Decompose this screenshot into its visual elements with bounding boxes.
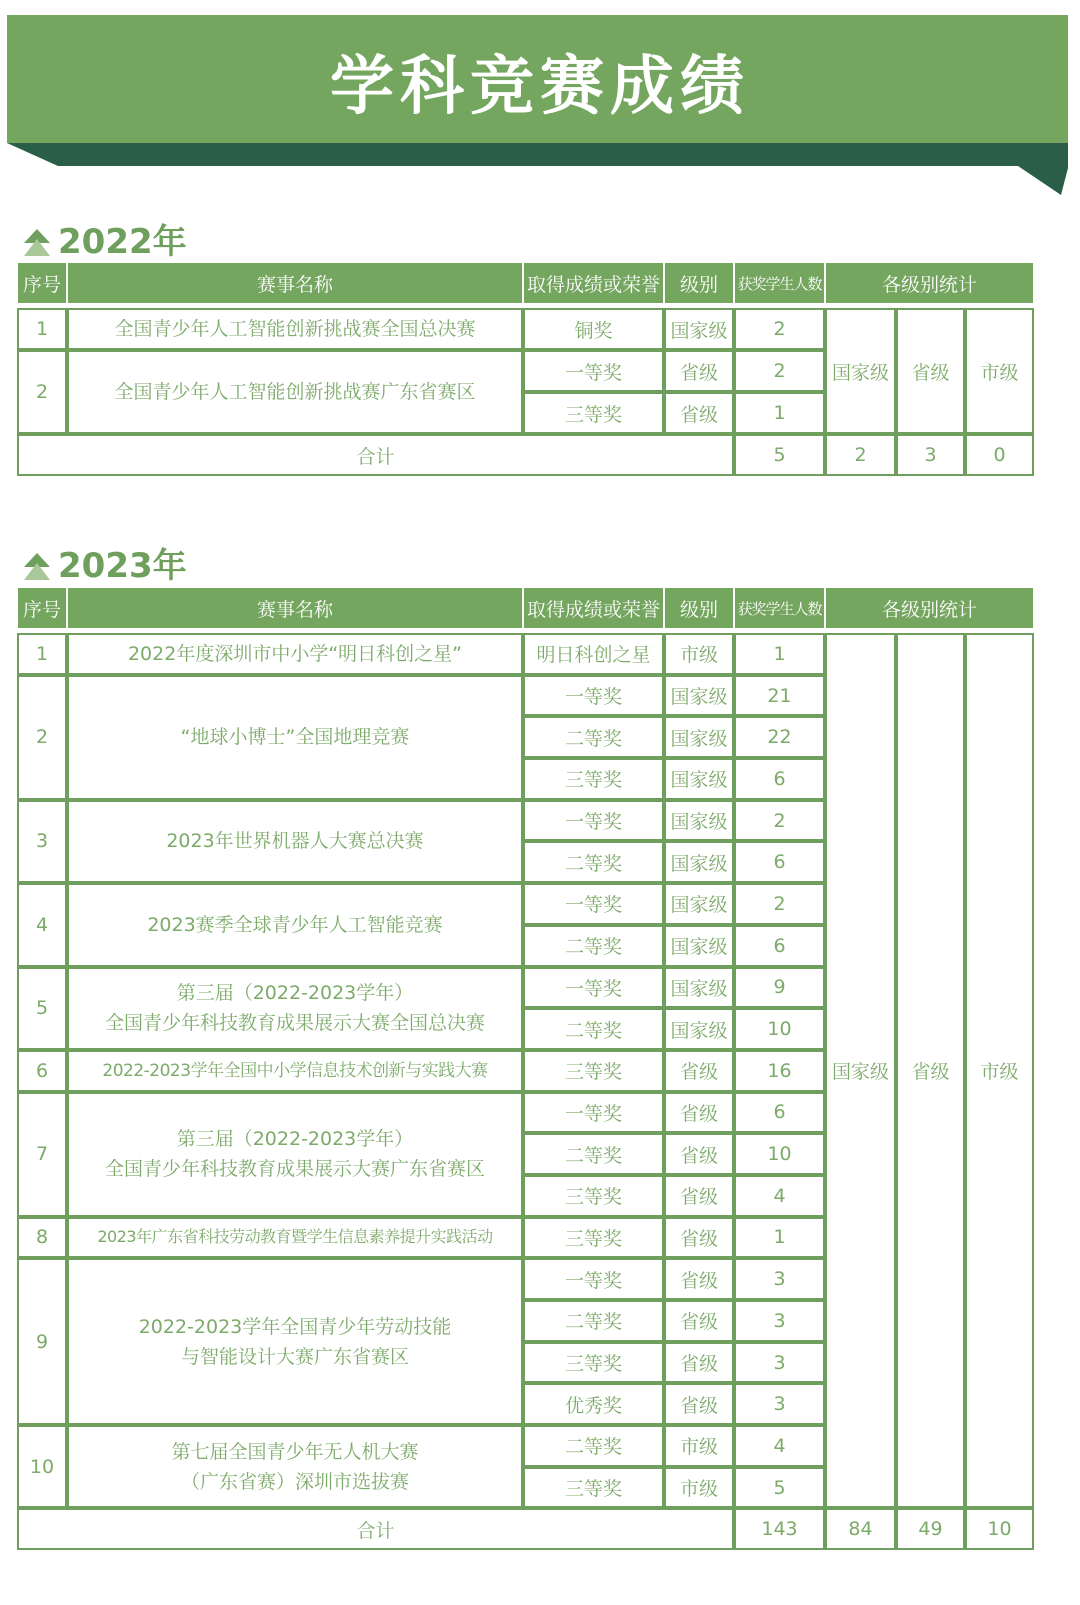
header-count: 获奖学生人数: [734, 262, 825, 304]
cell-count: 21: [734, 675, 825, 717]
cell-index: 1: [17, 633, 67, 675]
cell-award: 二等奖: [523, 716, 664, 758]
event-name-line: 第三届（2022-2023学年）: [176, 982, 414, 1005]
cell-count: 9: [734, 967, 825, 1009]
cell-index: 8: [17, 1217, 67, 1259]
cell-level: 市级: [664, 1467, 734, 1509]
cell-count: 1: [734, 392, 825, 434]
cell-index: 3: [17, 800, 67, 883]
cell-award: 二等奖: [523, 1300, 664, 1342]
triangle-icon: [24, 550, 50, 576]
cell-event-name: 2023年广东省科技劳动教育暨学生信息素养提升实践活动: [67, 1217, 523, 1259]
cell-award: 三等奖: [523, 1175, 664, 1217]
cell-award: 一等奖: [523, 1092, 664, 1134]
cell-award: 一等奖: [523, 1258, 664, 1300]
cell-level: 国家级: [664, 841, 734, 883]
cell-index: 5: [17, 967, 67, 1050]
event-name-line: 第三届（2022-2023学年）: [176, 1128, 414, 1151]
cell-count: 2: [734, 350, 825, 392]
header-event: 赛事名称: [67, 262, 523, 304]
cell-count: 4: [734, 1175, 825, 1217]
cell-event-name: 2023赛季全球青少年人工智能竞赛: [67, 883, 523, 966]
cell-count: 16: [734, 1050, 825, 1092]
cell-award: 一等奖: [523, 675, 664, 717]
cell-level: 国家级: [664, 1008, 734, 1050]
cell-count: 3: [734, 1258, 825, 1300]
cell-level: 省级: [664, 1300, 734, 1342]
header-count: 获奖学生人数: [734, 587, 825, 629]
event-name-line: 与智能设计大赛广东省赛区: [180, 1345, 409, 1368]
cell-award: 明日科创之星: [523, 633, 664, 675]
cell-award: 三等奖: [523, 758, 664, 800]
total-count: 143: [734, 1508, 825, 1550]
cell-level: 省级: [664, 1175, 734, 1217]
cell-award: 三等奖: [523, 1050, 664, 1092]
cell-level: 国家级: [664, 716, 734, 758]
cell-index: 2: [17, 350, 67, 434]
cell-count: 2: [734, 800, 825, 842]
cell-count: 1: [734, 1217, 825, 1259]
cell-event-name: [67, 1092, 523, 1217]
table-row: [17, 308, 1034, 350]
cell-award: 一等奖: [523, 883, 664, 925]
cell-level: 国家级: [664, 967, 734, 1009]
cell-level: 国家级: [664, 800, 734, 842]
total-city: 0: [965, 434, 1034, 476]
cell-award: 铜奖: [523, 308, 664, 350]
cell-count: 5: [734, 1467, 825, 1509]
cell-count: 3: [734, 1300, 825, 1342]
cell-count: 6: [734, 925, 825, 967]
cell-count: 6: [734, 841, 825, 883]
cell-level: 国家级: [664, 675, 734, 717]
cell-level: 省级: [664, 1133, 734, 1175]
total-provincial: 49: [896, 1508, 965, 1550]
results-table-2022: [17, 262, 1034, 476]
cell-count: 3: [734, 1383, 825, 1425]
cell-count: 3: [734, 1342, 825, 1384]
page-title: 学科竞赛成绩: [330, 50, 750, 124]
year-label: 2022年: [58, 222, 187, 262]
cell-event-name: 2023年世界机器人大赛总决赛: [67, 800, 523, 883]
event-name-line: 2022-2023学年全国青少年劳动技能: [138, 1315, 452, 1338]
header-level: 级别: [664, 262, 734, 304]
total-row: [17, 434, 1034, 476]
cell-award: 优秀奖: [523, 1383, 664, 1425]
stat-provincial-label: 省级: [896, 308, 965, 434]
section-heading-2022: [24, 214, 187, 263]
cell-level: 省级: [664, 1217, 734, 1259]
cell-award: 二等奖: [523, 1133, 664, 1175]
cell-level: 省级: [664, 1342, 734, 1384]
cell-count: 22: [734, 716, 825, 758]
table-row: [17, 633, 1034, 675]
cell-level: 国家级: [664, 308, 734, 350]
cell-award: 一等奖: [523, 967, 664, 1009]
total-city: 10: [965, 1508, 1034, 1550]
header-event: 赛事名称: [67, 587, 523, 629]
cell-award: 一等奖: [523, 350, 664, 392]
header-level: 级别: [664, 587, 734, 629]
cell-event-name: 全国青少年人工智能创新挑战赛广东省赛区: [67, 350, 523, 434]
cell-award: 二等奖: [523, 841, 664, 883]
total-national: 84: [825, 1508, 896, 1550]
event-name-line: （广东省赛）深圳市选拔赛: [180, 1470, 409, 1493]
header-award: 取得成绩或荣誉: [523, 262, 664, 304]
header-stats: 各级别统计: [825, 262, 1034, 304]
cell-count: 4: [734, 1425, 825, 1467]
cell-level: 省级: [664, 392, 734, 434]
results-table-2023: [17, 587, 1034, 1550]
stat-city-label: 市级: [965, 308, 1034, 434]
cell-count: 10: [734, 1133, 825, 1175]
cell-event-name: [67, 967, 523, 1050]
cell-level: 国家级: [664, 758, 734, 800]
cell-level: 国家级: [664, 925, 734, 967]
header-index: 序号: [17, 587, 67, 629]
total-provincial: 3: [896, 434, 965, 476]
cell-event-name: 2022年度深圳市中小学“明日科创之星”: [67, 633, 523, 675]
cell-award: 二等奖: [523, 925, 664, 967]
total-row: [17, 1508, 1034, 1550]
title-banner: [0, 0, 1080, 200]
cell-index: 1: [17, 308, 67, 350]
table-header-row: [17, 262, 1034, 304]
cell-index: 9: [17, 1258, 67, 1425]
cell-index: 6: [17, 1050, 67, 1092]
table-header-row: [17, 587, 1034, 629]
triangle-icon: [24, 226, 50, 252]
cell-award: 一等奖: [523, 800, 664, 842]
cell-award: 三等奖: [523, 1217, 664, 1259]
cell-index: 4: [17, 883, 67, 966]
cell-award: 二等奖: [523, 1425, 664, 1467]
cell-index: 7: [17, 1092, 67, 1217]
stat-national-label: 国家级: [825, 308, 896, 434]
cell-level: 省级: [664, 1383, 734, 1425]
cell-level: 国家级: [664, 883, 734, 925]
year-label: 2023年: [58, 546, 187, 586]
cell-index: 2: [17, 675, 67, 800]
header-index: 序号: [17, 262, 67, 304]
header-stats: 各级别统计: [825, 587, 1034, 629]
cell-level: 省级: [664, 1050, 734, 1092]
cell-count: 1: [734, 633, 825, 675]
event-name-line: 全国青少年科技教育成果展示大赛全国总决赛: [104, 1012, 485, 1035]
cell-count: 6: [734, 1092, 825, 1134]
cell-level: 市级: [664, 1425, 734, 1467]
event-name-line: 第七届全国青少年无人机大赛: [171, 1440, 419, 1463]
stat-city-label: 市级: [965, 633, 1034, 1508]
cell-event-name: 2022-2023学年全国中小学信息技术创新与实践大赛: [67, 1050, 523, 1092]
cell-level: 市级: [664, 633, 734, 675]
total-count: 5: [734, 434, 825, 476]
cell-event-name: [67, 1258, 523, 1425]
cell-count: 6: [734, 758, 825, 800]
cell-count: 2: [734, 308, 825, 350]
cell-count: 10: [734, 1008, 825, 1050]
cell-event-name: 全国青少年人工智能创新挑战赛全国总决赛: [67, 308, 523, 350]
cell-event-name: “地球小博士”全国地理竞赛: [67, 675, 523, 800]
cell-index: 10: [17, 1425, 67, 1508]
cell-level: 省级: [664, 350, 734, 392]
cell-event-name: [67, 1425, 523, 1508]
cell-award: 二等奖: [523, 1008, 664, 1050]
cell-level: 省级: [664, 1092, 734, 1134]
stat-national-label: 国家级: [825, 633, 896, 1508]
header-award: 取得成绩或荣誉: [523, 587, 664, 629]
cell-award: 三等奖: [523, 1342, 664, 1384]
section-heading-2023: [24, 538, 187, 587]
event-name-line: 全国青少年科技教育成果展示大赛广东省赛区: [104, 1158, 485, 1181]
cell-count: 2: [734, 883, 825, 925]
stat-provincial-label: 省级: [896, 633, 965, 1508]
total-national: 2: [825, 434, 896, 476]
total-label: 合计: [17, 1508, 734, 1550]
cell-level: 省级: [664, 1258, 734, 1300]
cell-award: 三等奖: [523, 392, 664, 434]
cell-award: 三等奖: [523, 1467, 664, 1509]
total-label: 合计: [17, 434, 734, 476]
